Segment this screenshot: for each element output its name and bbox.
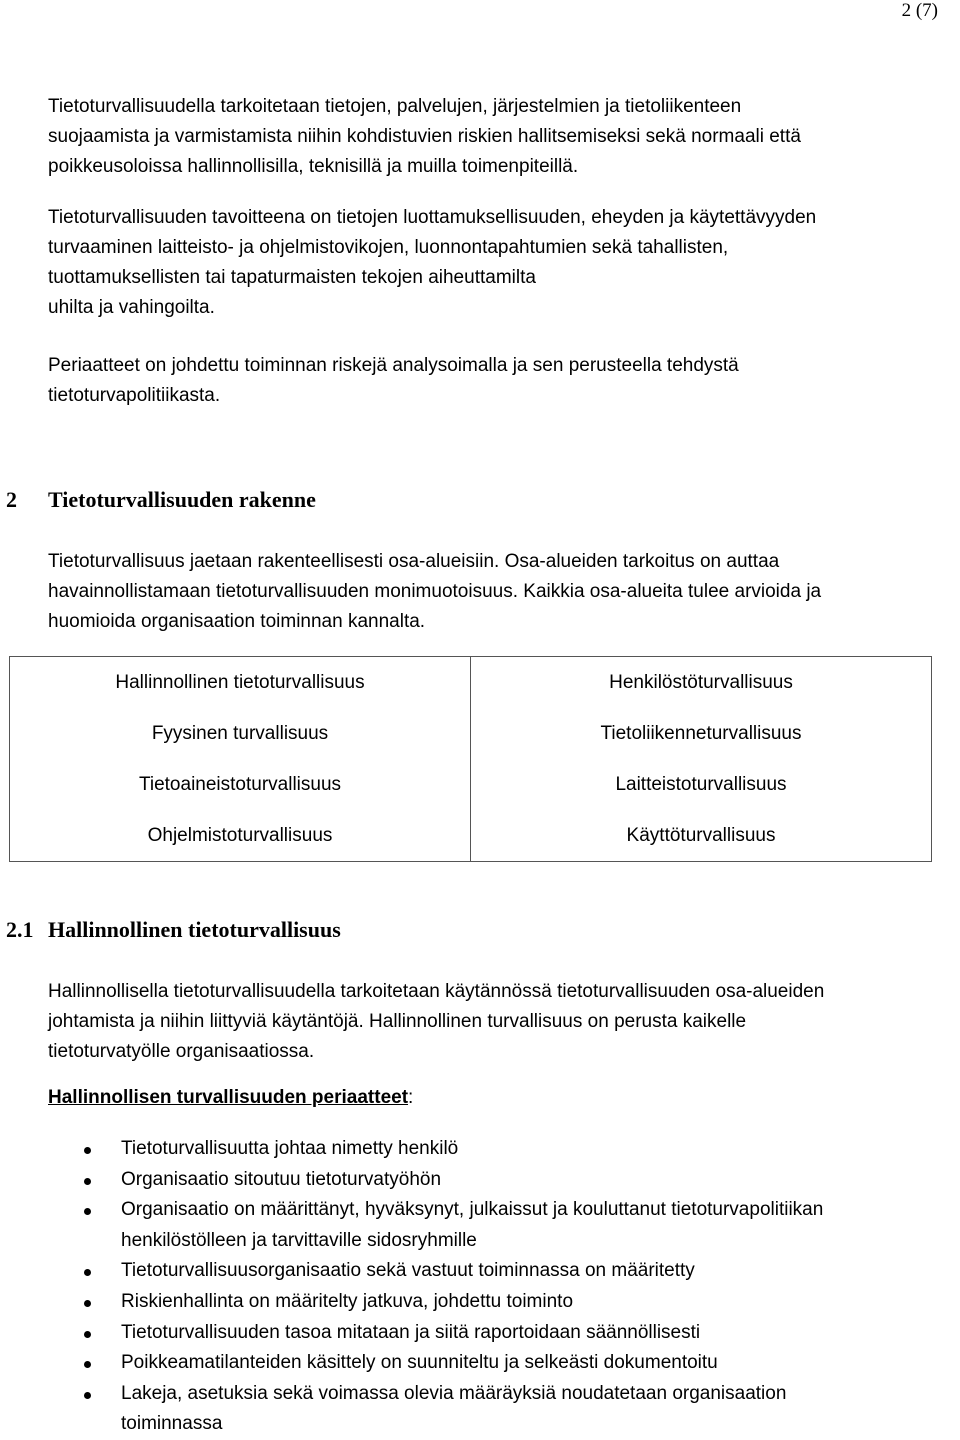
text-line: suojaamista ja varmistamista niihin kohdistuvien riskien hallitsemiseksi sekä normaali että bbox=[48, 126, 801, 147]
text-line: tuottamuksellisten tai tapaturmaisten tekojen aiheuttamilta bbox=[48, 267, 536, 288]
bullet-icon bbox=[84, 1178, 91, 1185]
section-title: Hallinnollinen tietoturvallisuus bbox=[48, 917, 341, 942]
list-item bbox=[48, 1165, 948, 1196]
page-number: 2 (7) bbox=[901, 0, 938, 21]
table-row bbox=[10, 810, 932, 862]
text-line: havainnollistamaan tietoturvallisuuden monimuotoisuus. Kaikkia osa-alueita tulee arvioida ja bbox=[48, 581, 822, 602]
text-line: toiminnassa bbox=[121, 1413, 223, 1435]
list-item bbox=[48, 1195, 948, 1256]
text-line: johtamista ja niihin liittyviä käytäntöjä. Hallinnollinen turvallisuus on perusta kaikelle bbox=[48, 1011, 747, 1032]
section-title: Tietoturvallisuuden rakenne bbox=[48, 487, 316, 512]
table-cell: Käyttöturvallisuus bbox=[471, 810, 932, 862]
security-areas-table bbox=[9, 656, 932, 862]
table-row bbox=[10, 708, 932, 759]
text-line: Poikkeamatilanteiden käsittely on suunniteltu ja selkeästi dokumentoitu bbox=[121, 1352, 718, 1374]
table-cell: Laitteistoturvallisuus bbox=[471, 759, 932, 810]
text-line: tietoturvapolitiikasta. bbox=[48, 385, 221, 406]
principles-heading-text: Hallinnollisen turvallisuuden periaatteet bbox=[48, 1087, 409, 1108]
bullet-icon bbox=[84, 1392, 91, 1399]
list-item bbox=[48, 1134, 948, 1165]
principles-heading-colon: : bbox=[408, 1087, 414, 1108]
text-line: Periaatteet on johdettu toiminnan riskejä analysoimalla ja sen perusteella tehdystä bbox=[48, 355, 739, 376]
text-line: Organisaatio sitoutuu tietoturvatyöhön bbox=[121, 1168, 442, 1190]
intro-paragraph-2 bbox=[48, 203, 948, 323]
text-line: Tietoturvallisuus jaetaan rakenteellisesti osa-alueisiin. Osa-alueiden tarkoitus on auttaa bbox=[48, 551, 780, 572]
text-line: Tietoturvallisuuden tavoitteena on tietojen luottamuksellisuuden, eheyden ja käytettävyyden bbox=[48, 207, 817, 228]
bullet-icon bbox=[84, 1147, 91, 1154]
text-line: Hallinnollisella tietoturvallisuudella tarkoitetaan käytännössä tietoturvallisuuden osa-alueiden bbox=[48, 981, 825, 1002]
text-line: Lakeja, asetuksia sekä voimassa olevia määräyksiä noudatetaan organisaation bbox=[121, 1382, 787, 1404]
section-2-1-body bbox=[48, 977, 948, 1067]
text-line: huomioida organisaation toiminnan kannalta. bbox=[48, 611, 426, 632]
section-2-1-heading bbox=[6, 917, 341, 943]
bullet-icon bbox=[84, 1331, 91, 1338]
section-number: 2.1 bbox=[6, 917, 34, 942]
bullet-icon bbox=[84, 1300, 91, 1307]
table-cell: Tietoaineistoturvallisuus bbox=[10, 759, 471, 810]
bullet-icon bbox=[84, 1361, 91, 1368]
list-item bbox=[48, 1379, 948, 1440]
table-cell: Henkilöstöturvallisuus bbox=[471, 657, 932, 709]
text-line: Organisaatio on määrittänyt, hyväksynyt, julkaissut ja kouluttanut tietoturvapolitiikan bbox=[121, 1199, 824, 1221]
list-item bbox=[48, 1318, 948, 1349]
text-line: turvaaminen laitteisto- ja ohjelmistovikojen, luonnontapahtumien sekä tahallisten, bbox=[48, 237, 729, 258]
table-cell: Fyysinen turvallisuus bbox=[10, 708, 471, 759]
list-item bbox=[48, 1256, 948, 1287]
text-line: Tietoturvallisuudella tarkoitetaan tietojen, palvelujen, järjestelmien ja tietoliikenteen bbox=[48, 96, 742, 117]
text-line: Tietoturvallisuuden tasoa mitataan ja siitä raportoidaan säännöllisesti bbox=[121, 1321, 701, 1343]
text-line: poikkeusoloissa hallinnollisilla, teknisillä ja muilla toimenpiteillä. bbox=[48, 156, 579, 177]
table-cell: Hallinnollinen tietoturvallisuus bbox=[10, 657, 471, 709]
principles-list bbox=[48, 1134, 948, 1440]
text-line: henkilöstölleen ja tarvittaville sidosryhmille bbox=[121, 1229, 477, 1251]
table-row bbox=[10, 657, 932, 709]
intro-paragraph-3 bbox=[48, 351, 948, 411]
section-number: 2 bbox=[6, 487, 17, 512]
section-2-body bbox=[48, 547, 948, 637]
table-cell: Ohjelmistoturvallisuus bbox=[10, 810, 471, 862]
bullet-icon bbox=[84, 1269, 91, 1276]
principles-heading bbox=[48, 1083, 413, 1113]
bullet-icon bbox=[84, 1208, 91, 1215]
table-row bbox=[10, 759, 932, 810]
list-item bbox=[48, 1287, 948, 1318]
section-2-heading bbox=[6, 487, 316, 513]
text-line: uhilta ja vahingoilta. bbox=[48, 297, 215, 318]
table-cell: Tietoliikenneturvallisuus bbox=[471, 708, 932, 759]
text-line: Riskienhallinta on määritelty jatkuva, johdettu toiminto bbox=[121, 1290, 574, 1312]
text-line: Tietoturvallisuusorganisaatio sekä vastuut toiminnassa on määritetty bbox=[121, 1260, 695, 1282]
list-item bbox=[48, 1348, 948, 1379]
text-line: Tietoturvallisuutta johtaa nimetty henkilö bbox=[121, 1138, 459, 1159]
intro-paragraph-1 bbox=[48, 92, 948, 182]
text-line: tietoturvatyölle organisaatiossa. bbox=[48, 1041, 315, 1062]
